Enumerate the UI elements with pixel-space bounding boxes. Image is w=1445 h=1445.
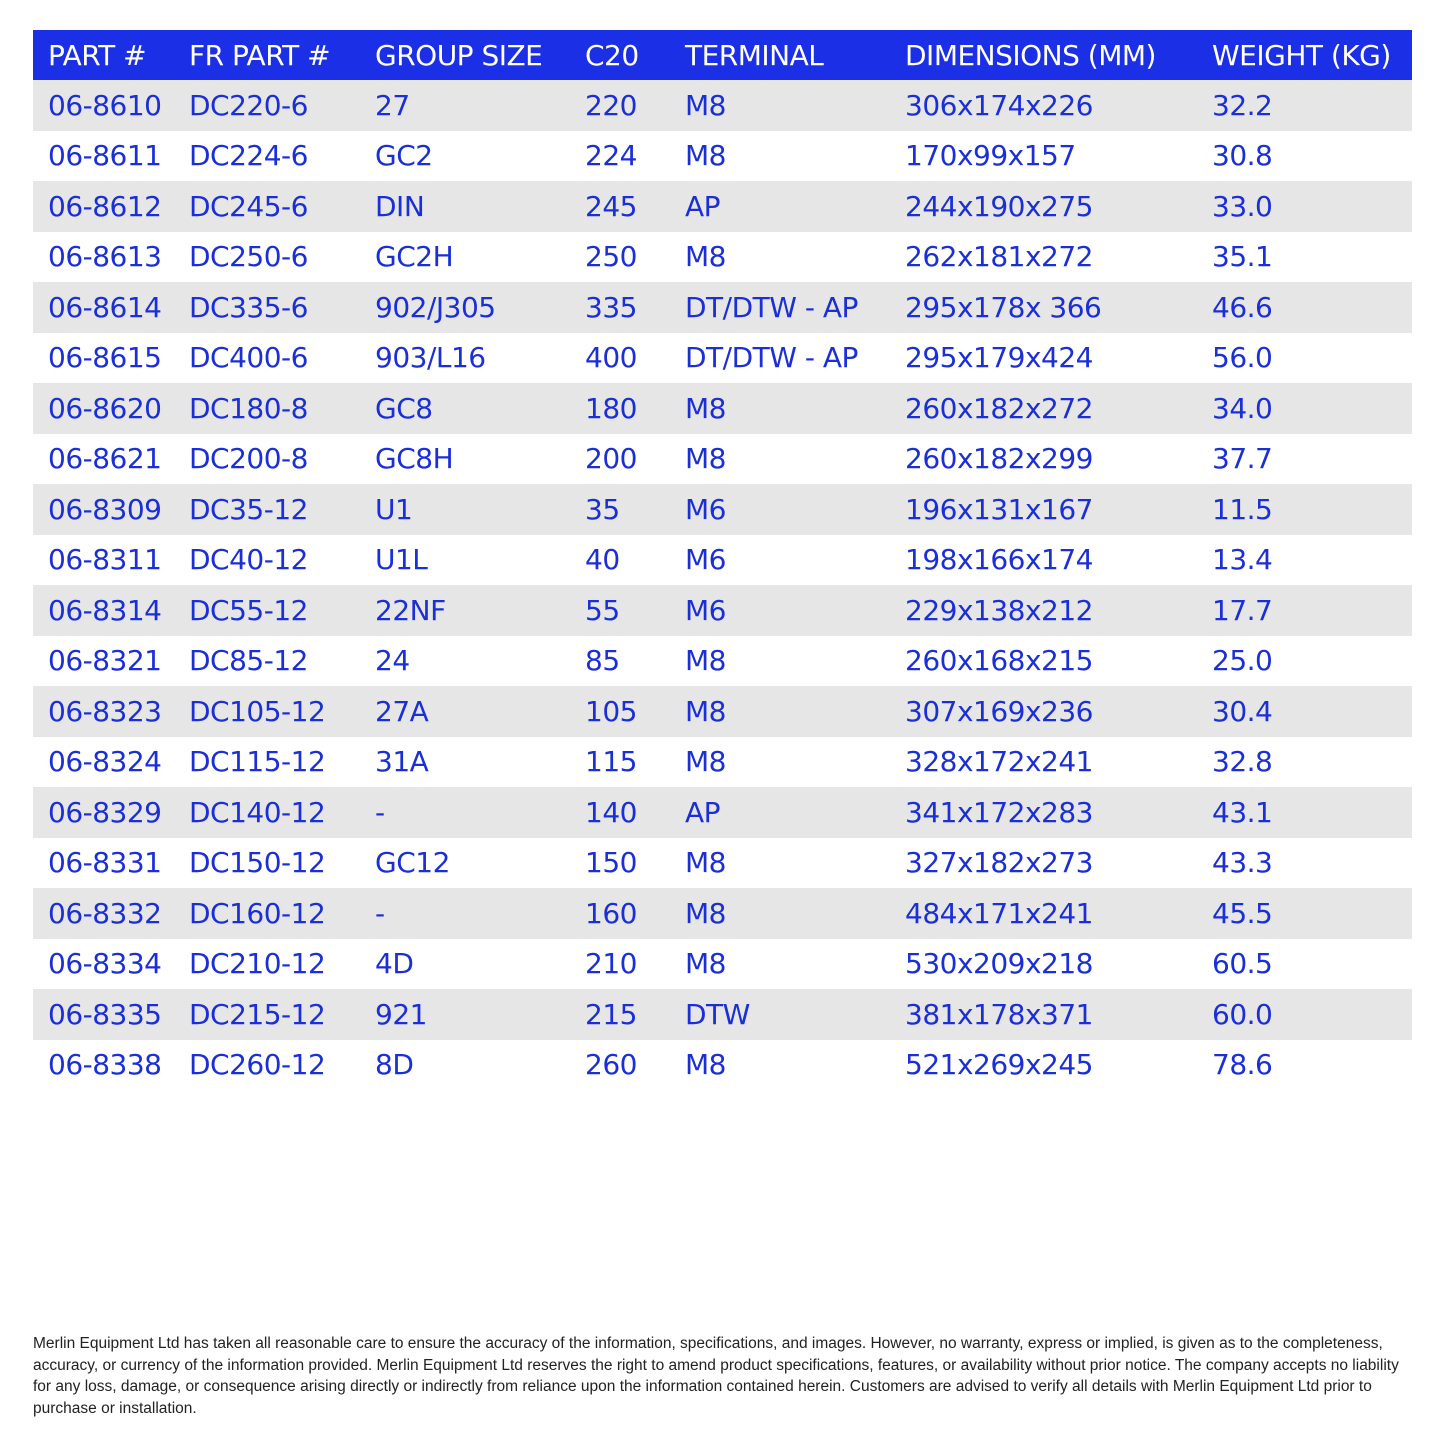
cell-dimensions: 307x169x236: [905, 694, 1093, 728]
table-row: [33, 383, 1412, 434]
cell-dimensions: 327x182x273: [905, 846, 1093, 880]
cell-dimensions: 196x131x167: [905, 492, 1093, 526]
cell-c20: 215: [585, 997, 637, 1031]
column-header-part-number: PART #: [48, 38, 147, 72]
cell-c20: 180: [585, 391, 637, 425]
table-row: [33, 80, 1412, 131]
cell-c20: 105: [585, 694, 637, 728]
cell-part-number: 06-8314: [48, 593, 162, 627]
cell-terminal: M8: [685, 896, 726, 930]
cell-fr-part-number: DC400-6: [189, 341, 308, 375]
cell-fr-part-number: DC260-12: [189, 1048, 326, 1082]
cell-c20: 335: [585, 290, 637, 324]
cell-weight: 17.7: [1212, 593, 1273, 627]
cell-part-number: 06-8612: [48, 189, 162, 223]
cell-fr-part-number: DC140-12: [189, 795, 326, 829]
cell-c20: 400: [585, 341, 637, 375]
cell-part-number: 06-8311: [48, 543, 162, 577]
cell-part-number: 06-8321: [48, 644, 162, 678]
cell-fr-part-number: DC250-6: [189, 240, 308, 274]
cell-dimensions: 295x178x 366: [905, 290, 1102, 324]
cell-c20: 85: [585, 644, 620, 678]
table-row: [33, 838, 1412, 889]
table-row: [33, 636, 1412, 687]
cell-c20: 260: [585, 1048, 637, 1082]
cell-part-number: 06-8613: [48, 240, 162, 274]
cell-group-size: GC12: [375, 846, 450, 880]
cell-group-size: 8D: [375, 1048, 414, 1082]
table-row: [33, 282, 1412, 333]
table-row: [33, 939, 1412, 990]
cell-part-number: 06-8329: [48, 795, 162, 829]
cell-c20: 245: [585, 189, 637, 223]
cell-dimensions: 198x166x174: [905, 543, 1093, 577]
column-header-dimensions: DIMENSIONS (MM): [905, 38, 1156, 72]
cell-c20: 200: [585, 442, 637, 476]
column-header-terminal: TERMINAL: [685, 38, 824, 72]
cell-fr-part-number: DC200-8: [189, 442, 308, 476]
table-row: [33, 585, 1412, 636]
cell-group-size: 24: [375, 644, 410, 678]
cell-fr-part-number: DC245-6: [189, 189, 308, 223]
cell-group-size: U1L: [375, 543, 428, 577]
cell-weight: 56.0: [1212, 341, 1273, 375]
cell-dimensions: 244x190x275: [905, 189, 1093, 223]
column-header-weight: WEIGHT (KG): [1212, 38, 1391, 72]
cell-terminal: AP: [685, 795, 721, 829]
cell-weight: 37.7: [1212, 442, 1273, 476]
cell-dimensions: 260x182x299: [905, 442, 1093, 476]
cell-fr-part-number: DC160-12: [189, 896, 326, 930]
cell-dimensions: 328x172x241: [905, 745, 1093, 779]
cell-fr-part-number: DC40-12: [189, 543, 308, 577]
cell-c20: 35: [585, 492, 620, 526]
cell-terminal: M8: [685, 139, 726, 173]
header-row: [33, 30, 1412, 80]
cell-weight: 43.3: [1212, 846, 1273, 880]
cell-c20: 250: [585, 240, 637, 274]
cell-terminal: M8: [685, 1048, 726, 1082]
cell-group-size: -: [375, 795, 385, 829]
cell-group-size: DIN: [375, 189, 425, 223]
table-row: [33, 333, 1412, 384]
cell-terminal: M6: [685, 543, 726, 577]
cell-part-number: 06-8615: [48, 341, 162, 375]
cell-weight: 43.1: [1212, 795, 1273, 829]
cell-terminal: M8: [685, 240, 726, 274]
table-row: [33, 787, 1412, 838]
column-header-group-size: GROUP SIZE: [375, 38, 543, 72]
cell-part-number: 06-8332: [48, 896, 162, 930]
cell-fr-part-number: DC215-12: [189, 997, 326, 1031]
cell-terminal: M8: [685, 442, 726, 476]
cell-group-size: U1: [375, 492, 413, 526]
cell-group-size: 31A: [375, 745, 429, 779]
cell-dimensions: 295x179x424: [905, 341, 1093, 375]
cell-weight: 46.6: [1212, 290, 1273, 324]
cell-part-number: 06-8620: [48, 391, 162, 425]
cell-dimensions: 260x182x272: [905, 391, 1093, 425]
cell-dimensions: 484x171x241: [905, 896, 1093, 930]
cell-fr-part-number: DC115-12: [189, 745, 326, 779]
cell-group-size: GC8: [375, 391, 433, 425]
cell-fr-part-number: DC105-12: [189, 694, 326, 728]
table-body: [33, 80, 1412, 1090]
cell-terminal: M6: [685, 593, 726, 627]
cell-weight: 35.1: [1212, 240, 1273, 274]
cell-dimensions: 381x178x371: [905, 997, 1093, 1031]
cell-terminal: AP: [685, 189, 721, 223]
table-row: [33, 232, 1412, 283]
cell-terminal: M8: [685, 947, 726, 981]
cell-weight: 11.5: [1212, 492, 1273, 526]
cell-weight: 25.0: [1212, 644, 1273, 678]
cell-c20: 150: [585, 846, 637, 880]
cell-part-number: 06-8338: [48, 1048, 162, 1082]
cell-weight: 30.8: [1212, 139, 1273, 173]
cell-group-size: GC8H: [375, 442, 454, 476]
table-row: [33, 535, 1412, 586]
cell-weight: 33.0: [1212, 189, 1273, 223]
cell-terminal: DTW: [685, 997, 750, 1031]
cell-terminal: M8: [685, 694, 726, 728]
cell-weight: 13.4: [1212, 543, 1273, 577]
table-row: [33, 434, 1412, 485]
cell-group-size: GC2H: [375, 240, 454, 274]
cell-part-number: 06-8309: [48, 492, 162, 526]
column-header-fr-part-number: FR PART #: [189, 38, 331, 72]
cell-part-number: 06-8331: [48, 846, 162, 880]
cell-group-size: 27: [375, 88, 410, 122]
cell-c20: 140: [585, 795, 637, 829]
cell-weight: 30.4: [1212, 694, 1273, 728]
cell-dimensions: 306x174x226: [905, 88, 1093, 122]
cell-terminal: M8: [685, 846, 726, 880]
table-row: [33, 888, 1412, 939]
cell-dimensions: 521x269x245: [905, 1048, 1093, 1082]
cell-terminal: DT/DTW - AP: [685, 341, 858, 375]
cell-group-size: 902/J305: [375, 290, 496, 324]
cell-fr-part-number: DC224-6: [189, 139, 308, 173]
table-row: [33, 989, 1412, 1040]
cell-group-size: 22NF: [375, 593, 446, 627]
cell-weight: 32.8: [1212, 745, 1273, 779]
cell-weight: 34.0: [1212, 391, 1273, 425]
cell-dimensions: 260x168x215: [905, 644, 1093, 678]
cell-fr-part-number: DC150-12: [189, 846, 326, 880]
cell-part-number: 06-8324: [48, 745, 162, 779]
cell-dimensions: 229x138x212: [905, 593, 1093, 627]
table-row: [33, 686, 1412, 737]
cell-group-size: GC2: [375, 139, 433, 173]
cell-part-number: 06-8611: [48, 139, 162, 173]
disclaimer-text: Merlin Equipment Ltd has taken all reasonable care to ensure the accuracy of the information, specifications, and images. However, no warranty, express or implied, is given as to the completeness, accuracy, or currency of the information provided. Merlin Equipment Ltd reserves the right to amend product specifications, features, or availability without prior notice. The company accepts no liability for any loss, damage, or consequence arising directly or indirectly from reliance upon the information contained herein. Customers are advised to verify all details with Merlin Equipment Ltd prior to purchase or installation.: [33, 1335, 1399, 1417]
cell-weight: 60.5: [1212, 947, 1273, 981]
cell-c20: 55: [585, 593, 620, 627]
cell-dimensions: 530x209x218: [905, 947, 1093, 981]
cell-weight: 32.2: [1212, 88, 1273, 122]
cell-fr-part-number: DC335-6: [189, 290, 308, 324]
cell-terminal: M8: [685, 391, 726, 425]
cell-part-number: 06-8610: [48, 88, 162, 122]
column-header-c20: C20: [585, 38, 639, 72]
cell-terminal: M6: [685, 492, 726, 526]
cell-group-size: 921: [375, 997, 427, 1031]
cell-c20: 210: [585, 947, 637, 981]
cell-terminal: DT/DTW - AP: [685, 290, 858, 324]
cell-part-number: 06-8334: [48, 947, 162, 981]
cell-fr-part-number: DC210-12: [189, 947, 326, 981]
cell-c20: 220: [585, 88, 637, 122]
cell-group-size: 903/L16: [375, 341, 486, 375]
cell-dimensions: 262x181x272: [905, 240, 1093, 274]
cell-dimensions: 341x172x283: [905, 795, 1093, 829]
table-header: [33, 30, 1412, 80]
cell-c20: 160: [585, 896, 637, 930]
cell-part-number: 06-8323: [48, 694, 162, 728]
cell-fr-part-number: DC55-12: [189, 593, 308, 627]
cell-fr-part-number: DC180-8: [189, 391, 308, 425]
cell-group-size: 4D: [375, 947, 414, 981]
cell-terminal: M8: [685, 745, 726, 779]
cell-fr-part-number: DC220-6: [189, 88, 308, 122]
cell-weight: 45.5: [1212, 896, 1273, 930]
cell-part-number: 06-8621: [48, 442, 162, 476]
cell-fr-part-number: DC35-12: [189, 492, 308, 526]
table-row: [33, 181, 1412, 232]
cell-c20: 115: [585, 745, 637, 779]
cell-terminal: M8: [685, 644, 726, 678]
battery-spec-table: [33, 30, 1412, 1090]
cell-terminal: M8: [685, 88, 726, 122]
table-row: [33, 484, 1412, 535]
cell-group-size: 27A: [375, 694, 429, 728]
cell-weight: 78.6: [1212, 1048, 1273, 1082]
cell-group-size: -: [375, 896, 385, 930]
cell-part-number: 06-8335: [48, 997, 162, 1031]
cell-weight: 60.0: [1212, 997, 1273, 1031]
table-row: [33, 737, 1412, 788]
table-row: [33, 131, 1412, 182]
cell-dimensions: 170x99x157: [905, 139, 1076, 173]
table-row: [33, 1040, 1412, 1091]
cell-c20: 40: [585, 543, 620, 577]
cell-c20: 224: [585, 139, 637, 173]
cell-fr-part-number: DC85-12: [189, 644, 308, 678]
cell-part-number: 06-8614: [48, 290, 162, 324]
